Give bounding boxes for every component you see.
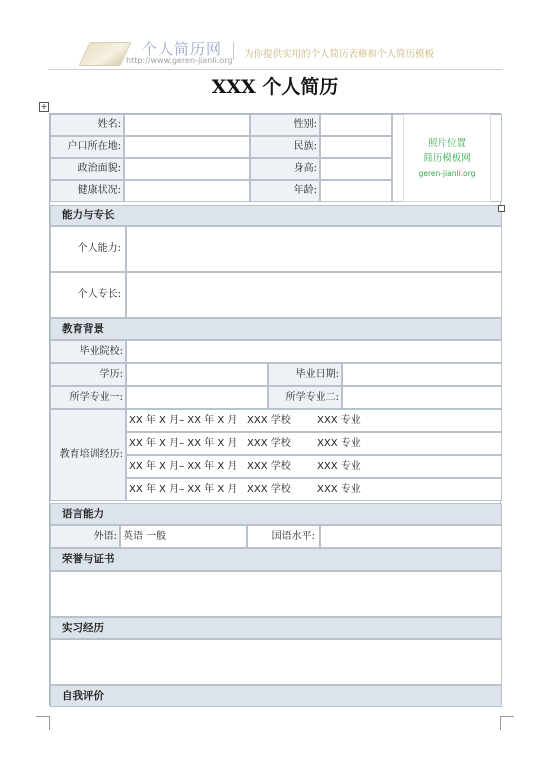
training-major: XXX 专业 <box>317 483 361 495</box>
training-row[interactable] <box>126 409 502 432</box>
ability-label: 个人能力: <box>50 226 126 272</box>
photo-cell[interactable] <box>392 114 502 202</box>
table-resize-handle[interactable] <box>498 205 505 212</box>
training-major: XXX 专业 <box>317 437 361 449</box>
photo-caption: 照片位置 <box>427 137 466 149</box>
training-period: XX 年 X 月– XX 年 X 月 <box>129 483 238 495</box>
training-row[interactable] <box>126 455 502 478</box>
photo-placeholder <box>403 114 491 202</box>
training-period: XX 年 X 月– XX 年 X 月 <box>129 460 238 472</box>
training-period: XX 年 X 月– XX 年 X 月 <box>129 437 238 449</box>
ethnicity-field[interactable] <box>320 136 392 158</box>
training-major: XXX 专业 <box>317 414 361 426</box>
section-skills-heading: 能力与专长 <box>50 205 502 226</box>
grad-date-field[interactable] <box>342 363 502 386</box>
training-period: XX 年 X 月– XX 年 X 月 <box>129 414 238 426</box>
ethnicity-label: 民族: <box>250 136 320 158</box>
section-honors-heading: 荣誉与证书 <box>50 548 502 571</box>
grad-date-label: 毕业日期: <box>268 363 342 386</box>
photo-watermark-url: geren-jianli.org <box>418 168 476 178</box>
section-education-heading: 教育背景 <box>50 318 502 340</box>
section-internship-heading: 实习经历 <box>50 617 502 639</box>
photo-watermark: 简历模板网 <box>423 153 471 165</box>
site-header <box>48 36 503 70</box>
page-corner-mark <box>500 716 514 717</box>
hukou-field[interactable] <box>124 136 250 158</box>
logo-book-icon <box>78 42 131 66</box>
internship-field[interactable] <box>50 639 502 685</box>
major2-field[interactable] <box>342 386 502 409</box>
height-field[interactable] <box>320 158 392 180</box>
foreign-language-label: 外语: <box>50 525 120 548</box>
name-label: 姓名: <box>50 114 124 136</box>
training-school: XXX 学校 <box>247 414 291 426</box>
header-rule <box>48 69 503 70</box>
training-school: XXX 学校 <box>247 483 291 495</box>
training-school: XXX 学校 <box>247 460 291 472</box>
age-field[interactable] <box>320 180 392 202</box>
degree-field[interactable] <box>126 363 268 386</box>
brand-name: 个人简历网 <box>142 40 223 58</box>
name-field[interactable] <box>124 114 250 136</box>
major1-label: 所学专业一: <box>50 386 126 409</box>
header-divider <box>233 42 234 60</box>
foreign-language-field[interactable]: 英语 一般 <box>120 525 247 548</box>
school-field[interactable] <box>126 340 502 363</box>
age-label: 年龄: <box>250 180 320 202</box>
politics-label: 政治面貌: <box>50 158 124 180</box>
health-field[interactable] <box>124 180 250 202</box>
page-corner-mark <box>36 716 50 717</box>
training-row[interactable] <box>126 478 502 501</box>
brand-url: http://www.geren-jianli.org <box>126 56 233 65</box>
page-corner-mark <box>500 716 501 730</box>
health-label: 健康状况: <box>50 180 124 202</box>
training-major: XXX 专业 <box>317 460 361 472</box>
training-row[interactable] <box>126 432 502 455</box>
specialty-field[interactable] <box>126 272 502 318</box>
major1-field[interactable] <box>126 386 268 409</box>
height-label: 身高: <box>250 158 320 180</box>
page-corner-mark <box>49 716 50 730</box>
politics-field[interactable] <box>124 158 250 180</box>
table-move-handle-icon[interactable]: + <box>40 102 48 111</box>
specialty-label: 个人专长: <box>50 272 126 318</box>
page-title: XXX 个人简历 <box>211 76 339 98</box>
resume-form <box>49 113 501 706</box>
major2-label: 所学专业二: <box>268 386 342 409</box>
hukou-label: 户口所在地: <box>50 136 124 158</box>
school-label: 毕业院校: <box>50 340 126 363</box>
ability-field[interactable] <box>126 226 502 272</box>
training-school: XXX 学校 <box>247 437 291 449</box>
gender-label: 性别: <box>250 114 320 136</box>
training-label: 教育培训经历: <box>50 409 126 501</box>
mandarin-field[interactable] <box>320 525 502 548</box>
degree-label: 学历: <box>50 363 126 386</box>
section-self-eval-heading: 自我评价 <box>50 685 502 707</box>
brand-slogan: 为你提供实用的个人简历表格和个人简历模板 <box>244 49 435 60</box>
honors-field[interactable] <box>50 571 502 617</box>
section-language-heading: 语言能力 <box>50 503 502 525</box>
gender-field[interactable] <box>320 114 392 136</box>
mandarin-label: 国语水平: <box>247 525 320 548</box>
